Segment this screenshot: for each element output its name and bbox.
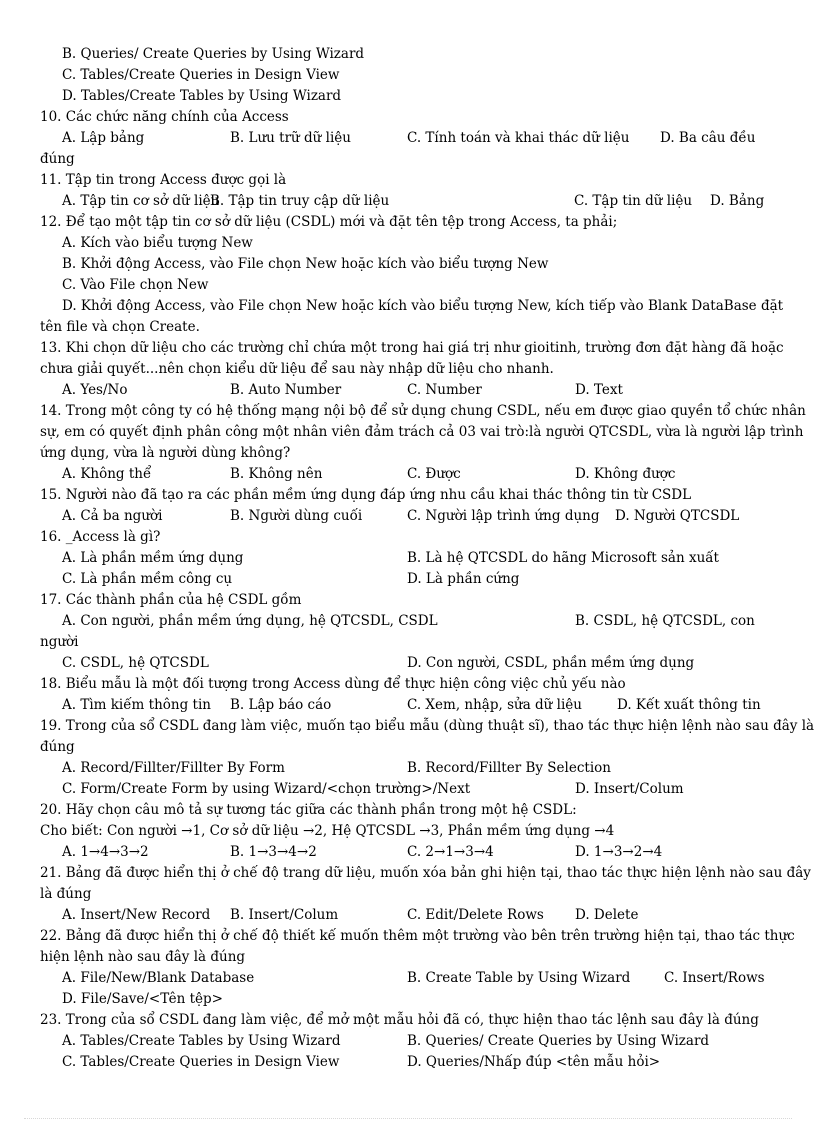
option-line <box>40 86 770 107</box>
question-23-options-ab <box>40 1031 770 1052</box>
question-15-options <box>40 506 770 527</box>
question-21-stem-cont: là đúng <box>40 886 92 902</box>
option-c: C. Insert/Rows <box>664 970 765 986</box>
option-d: D. Text <box>575 382 623 398</box>
option-b: B. Queries/ Create Queries by Using Wizard <box>62 46 365 62</box>
question-19-stem: 19. Trong của sổ CSDL đang làm việc, muốn tạo biểu mẫu (dùng thuật sĩ), thao tác thực hiện lệnh nào sau đây là <box>40 718 815 734</box>
question-10-options <box>40 128 770 149</box>
option-b: B. 1→3→4→2 <box>230 844 317 860</box>
question-18-options <box>40 695 770 716</box>
option-c: C. Tính toán và khai thác dữ liệu <box>407 130 630 146</box>
option-c: C. Người lập trình ứng dụng <box>407 508 600 524</box>
question-21-options <box>40 905 770 926</box>
question-19-stem-cont: đúng <box>40 739 75 755</box>
question-13-stem-cont: chưa giải quyết...nên chọn kiểu dữ liệu để sau này nhập dữ liệu cho nhanh. <box>40 361 554 377</box>
question-14-options <box>40 464 770 485</box>
question-17-options-cd <box>40 653 770 674</box>
question-11-stem: 11. Tập tin trong Access được gọi là <box>40 172 287 188</box>
option-c: C. Tables/Create Queries in Design View <box>62 67 340 83</box>
question-12-stem: 12. Để tạo một tập tin cơ sở dữ liệu (CSDL) mới và đặt tên tệp trong Access, ta phải; <box>40 214 618 230</box>
option-b: B. Record/Fillter By Selection <box>407 760 611 776</box>
question-12-option-d-cont: tên file và chọn Create. <box>40 319 200 335</box>
option-c: C. Xem, nhập, sửa dữ liệu <box>407 697 582 713</box>
question-22-stem-cont: hiện lệnh nào sau đây là đúng <box>40 949 246 965</box>
option-d: D. Tables/Create Tables by Using Wizard <box>62 88 342 104</box>
question-14-stem-cont: sự, em có quyết định phân công một nhân viên đảm trách cả 03 vai trò:là người QTCSDL, vừa là người lập trình <box>40 424 804 440</box>
question-16-options-ab <box>40 548 770 569</box>
question-12-option-d: D. Khởi động Access, vào File chọn New hoặc kích vào biểu tượng New, kích tiếp vào Blank DataBase đặt <box>62 298 784 314</box>
option-b: B. Tập tin truy cập dữ liệu <box>210 193 390 209</box>
question-17-option-b-cont: người <box>40 634 79 650</box>
question-12-option-a: A. Kích vào biểu tượng New <box>62 235 253 251</box>
question-16-stem: 16. _Access là gì? <box>40 529 161 545</box>
option-b: B. Là hệ QTCSDL do hãng Microsoft sản xuất <box>407 550 719 566</box>
option-a: A. Yes/No <box>62 382 128 398</box>
option-a: A. Con người, phần mềm ứng dụng, hệ QTCSDL, CSDL <box>62 613 438 629</box>
option-a: A. Không thể <box>62 466 152 482</box>
question-10-stem: 10. Các chức năng chính của Access <box>40 109 289 125</box>
page-bottom-divider <box>24 1118 792 1119</box>
option-c: C. CSDL, hệ QTCSDL <box>62 655 209 671</box>
option-b: B. Không nên <box>230 466 323 482</box>
question-12-option-c: C. Vào File chọn New <box>62 277 209 293</box>
question-23-stem: 23. Trong của sổ CSDL đang làm việc, để mở một mẫu hỏi đã có, thực hiện thao tác lệnh sau đây là đúng <box>40 1012 759 1028</box>
option-line <box>40 44 770 65</box>
question-14-stem-cont: ứng dụng, vừa là người dùng không? <box>40 445 291 461</box>
option-d: D. Insert/Colum <box>575 781 684 797</box>
question-17-options-ab <box>40 611 770 632</box>
question-22-option-d <box>40 989 770 1010</box>
option-a: A. 1→4→3→2 <box>62 844 149 860</box>
question-20-stem-cont: Cho biết: Con người →1, Cơ sở dữ liệu →2, Hệ QTCSDL →3, Phần mềm ứng dụng →4 <box>40 823 615 839</box>
question-14-stem: 14. Trong một công ty có hệ thống mạng nội bộ để sử dụng chung CSDL, nếu em được giao quyền tổ chức nhân <box>40 403 806 419</box>
option-c: C. Edit/Delete Rows <box>407 907 544 923</box>
question-18-stem: 18. Biểu mẫu là một đối tượng trong Access dùng để thực hiện công việc chủ yếu nào <box>40 676 626 692</box>
option-c: C. Tables/Create Queries in Design View <box>62 1054 340 1070</box>
option-c: C. Tập tin dữ liệu <box>574 193 693 209</box>
question-22-stem: 22. Bảng đã được hiển thị ở chế độ thiết kế muốn thêm một trường vào bên trên trường hiện tại, thao tác thực <box>40 928 795 944</box>
option-c: C. Là phần mềm công cụ <box>62 571 233 587</box>
option-a: A. Lập bảng <box>62 130 145 146</box>
option-d: D. Kết xuất thông tin <box>617 697 761 713</box>
option-a: A. Tìm kiếm thông tin <box>62 697 211 713</box>
option-a: A. Tables/Create Tables by Using Wizard <box>62 1033 341 1049</box>
option-line <box>40 65 770 86</box>
question-16-options-cd <box>40 569 770 590</box>
question-19-options-cd <box>40 779 770 800</box>
option-d: D. File/Save/<Tên tệp> <box>62 991 223 1007</box>
question-22-options-abc <box>40 968 770 989</box>
option-b: B. Insert/Colum <box>230 907 339 923</box>
question-19-options-ab <box>40 758 770 779</box>
option-d: D. Ba câu đều <box>660 130 756 146</box>
question-15-stem: 15. Người nào đã tạo ra các phần mềm ứng dụng đáp ứng nhu cầu khai thác thông tin từ CSDL <box>40 487 692 503</box>
option-b: B. Lưu trữ dữ liệu <box>230 130 351 146</box>
option-b: B. Lập báo cáo <box>230 697 332 713</box>
option-d: D. Là phần cứng <box>407 571 520 587</box>
question-11-options <box>40 191 770 212</box>
question-20-stem: 20. Hãy chọn câu mô tả sự tương tác giữa các thành phần trong một hệ CSDL: <box>40 802 577 818</box>
option-b: B. Người dùng cuối <box>230 508 363 524</box>
option-d: D. Queries/Nhấp đúp <tên mẫu hỏi> <box>407 1054 661 1070</box>
option-d: D. Bảng <box>710 193 765 209</box>
option-d: D. Delete <box>575 907 639 923</box>
option-d: D. Người QTCSDL <box>615 508 740 524</box>
question-13-options <box>40 380 770 401</box>
option-a: A. Tập tin cơ sở dữ liệu <box>62 193 220 209</box>
question-17-stem: 17. Các thành phần của hệ CSDL gồm <box>40 592 302 608</box>
option-c: C. Được <box>407 466 461 482</box>
question-21-stem: 21. Bảng đã được hiển thị ở chế độ trang dữ liệu, muốn xóa bản ghi hiện tại, thao tác thực hiện lệnh nào sau đây <box>40 865 811 881</box>
question-10-option-d-cont: đúng <box>40 151 75 167</box>
option-b: B. Create Table by Using Wizard <box>407 970 631 986</box>
option-d: D. Không được <box>575 466 676 482</box>
option-c: C. Number <box>407 382 482 398</box>
question-20-options <box>40 842 770 863</box>
option-a: A. Insert/New Record <box>62 907 211 923</box>
option-a: A. Record/Fillter/Fillter By Form <box>62 760 285 776</box>
option-b: B. CSDL, hệ QTCSDL, con <box>575 613 755 629</box>
option-a: A. Cả ba người <box>62 508 163 524</box>
option-c: C. Form/Create Form by using Wizard/<chọn trường>/Next <box>62 781 471 797</box>
option-b: B. Queries/ Create Queries by Using Wizard <box>407 1033 710 1049</box>
document-page <box>40 44 815 1073</box>
option-d: D. 1→3→2→4 <box>575 844 663 860</box>
option-b: B. Auto Number <box>230 382 342 398</box>
option-c: C. 2→1→3→4 <box>407 844 494 860</box>
question-13-stem: 13. Khi chọn dữ liệu cho các trường chỉ chứa một trong hai giá trị như gioitinh, trường đơn đặt hàng đã hoặc <box>40 340 784 356</box>
question-12-option-b: B. Khởi động Access, vào File chọn New hoặc kích vào biểu tượng New <box>62 256 549 272</box>
option-a: A. Là phần mềm ứng dụng <box>62 550 244 566</box>
option-d: D. Con người, CSDL, phần mềm ứng dụng <box>407 655 695 671</box>
question-23-options-cd <box>40 1052 770 1073</box>
option-a: A. File/New/Blank Database <box>62 970 255 986</box>
